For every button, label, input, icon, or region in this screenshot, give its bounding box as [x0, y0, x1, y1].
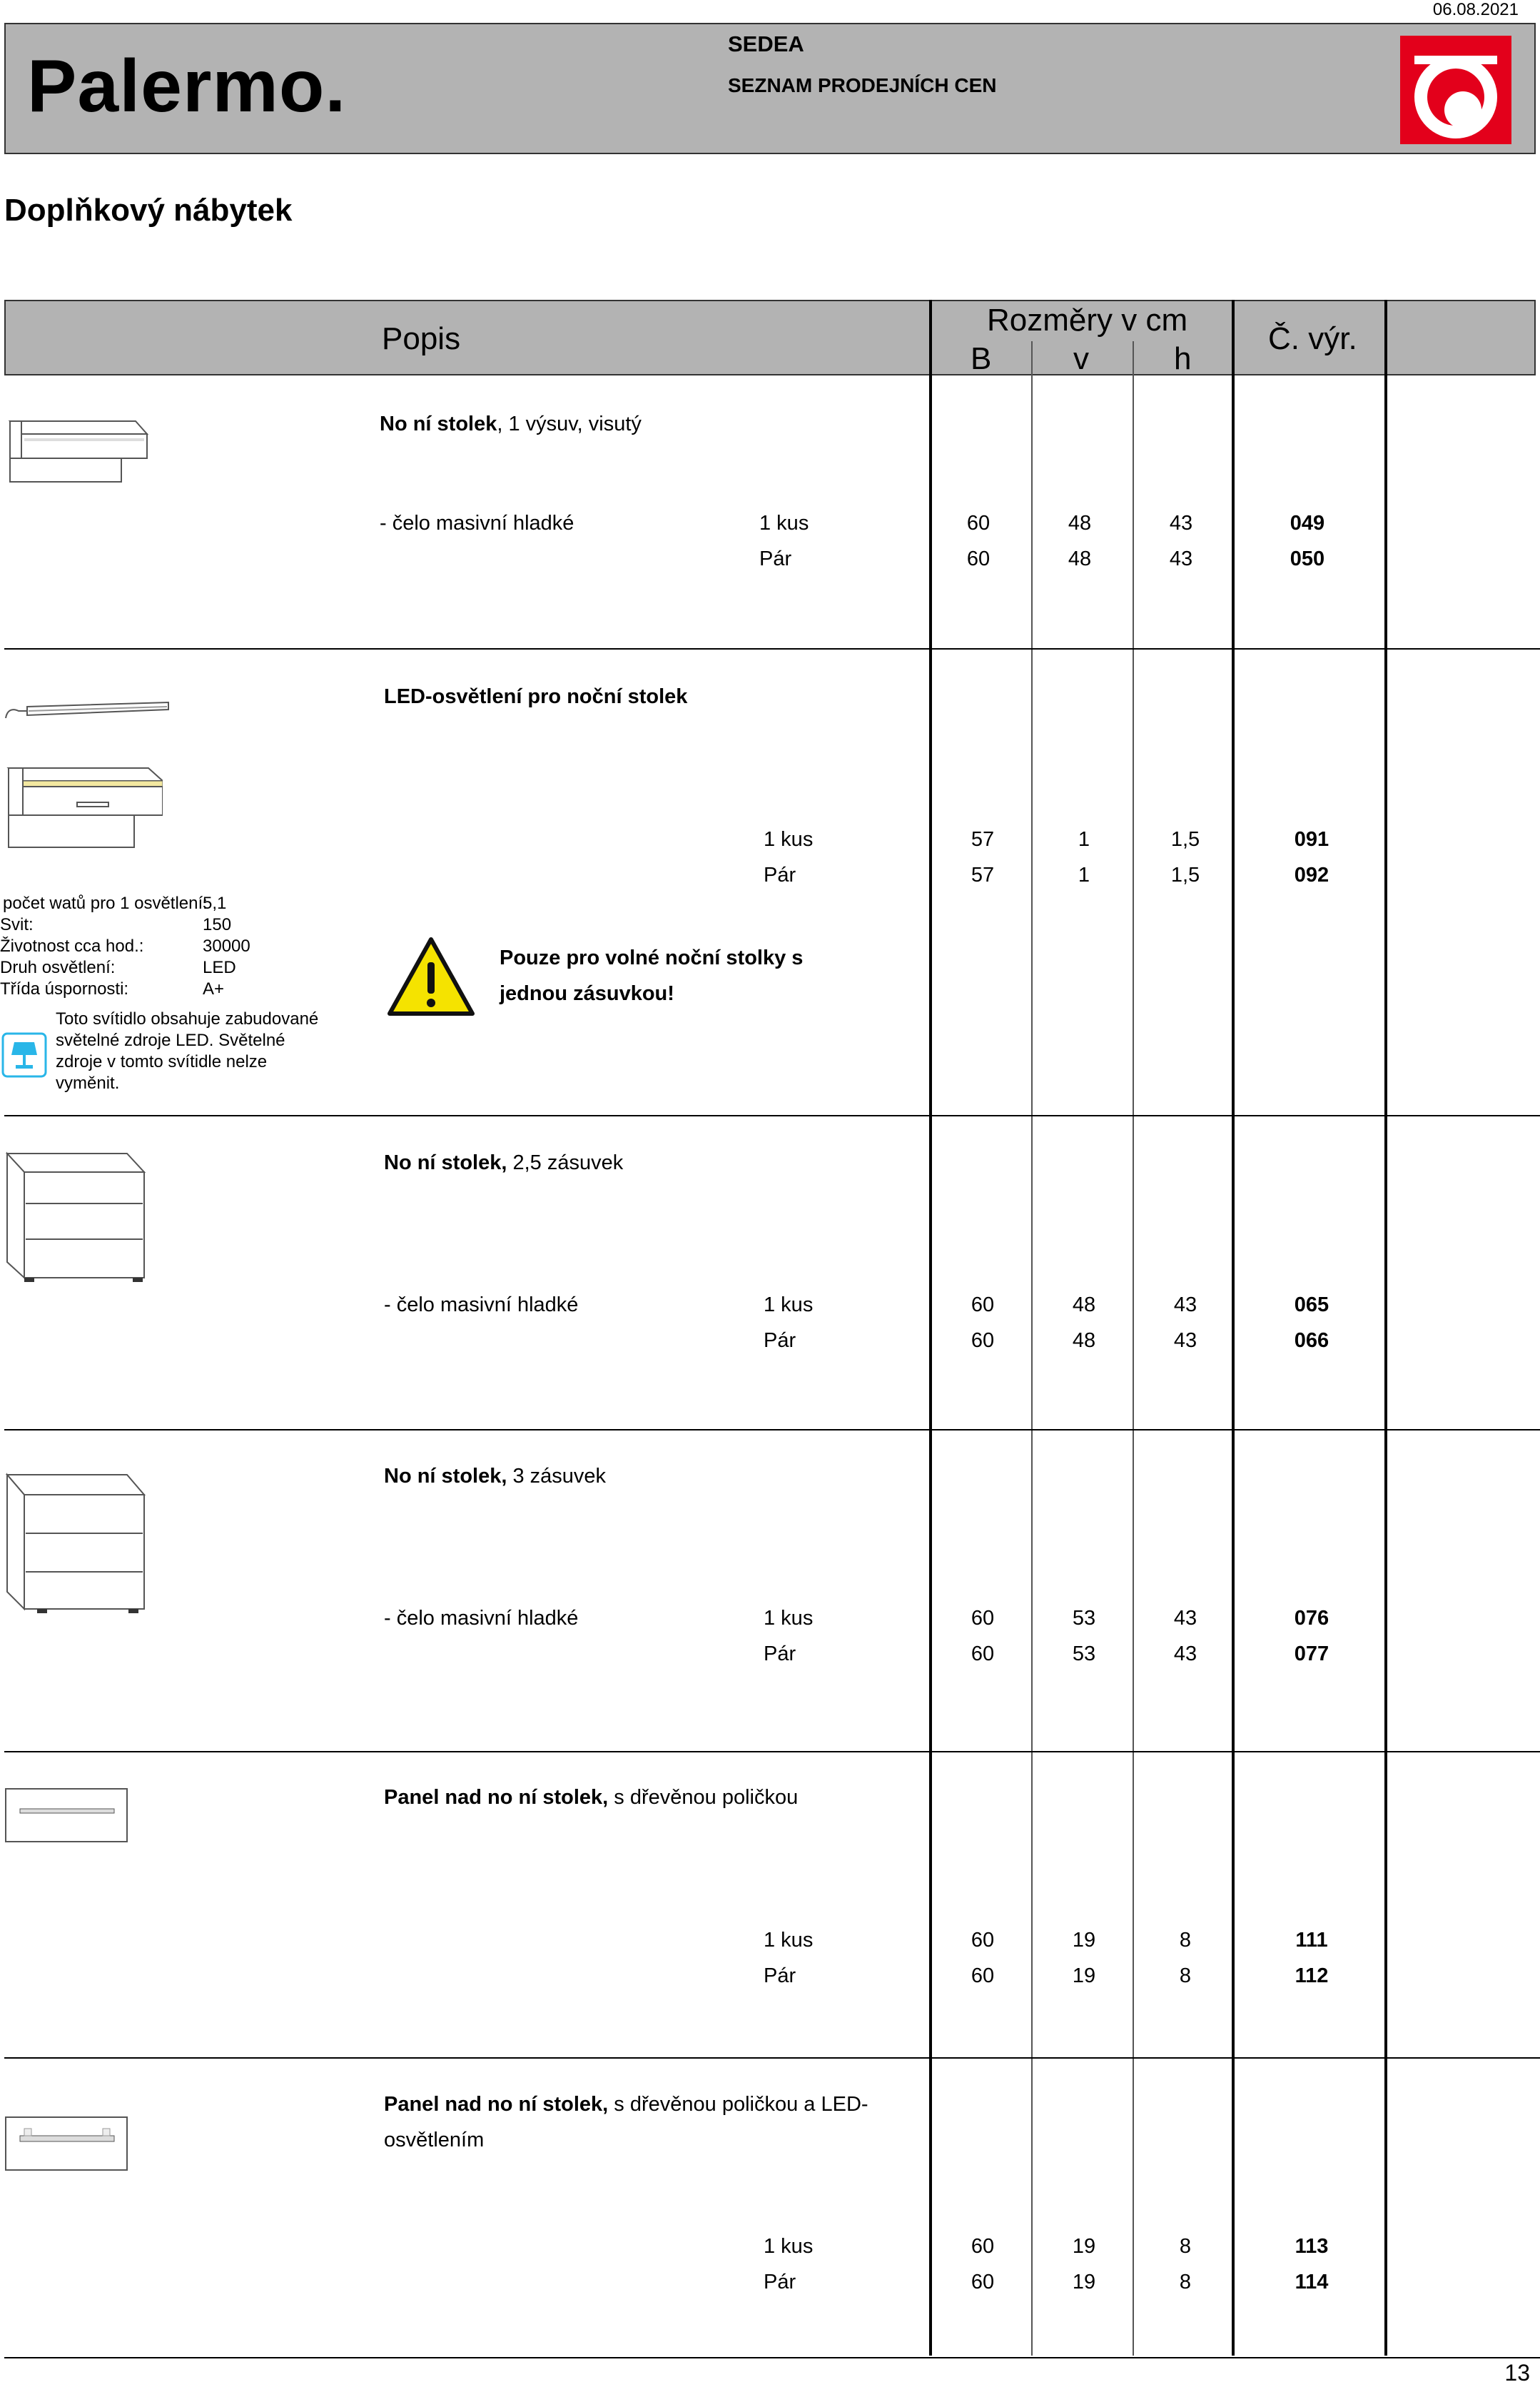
qty-label: 1 kus [764, 1293, 814, 1316]
lamp-note-line: vyměnit. [56, 1074, 120, 1093]
warning-icon [387, 937, 475, 1016]
qty-label: 1 kus [764, 1607, 814, 1630]
nightstand-hanging-icon [7, 414, 150, 485]
spec-value: 30000 [203, 937, 250, 956]
dim-width: 60 [971, 1929, 995, 1952]
column-divider [1232, 300, 1235, 2356]
row-divider [4, 2057, 1540, 2059]
item-title: Panel nad no ní stolek, s dřevěnou poličkou a LED- [384, 2093, 868, 2116]
dim-width: 60 [971, 1642, 995, 1665]
nightstand-three-drawers-icon [6, 1469, 148, 1626]
qty-label: Pár [764, 1964, 796, 1987]
dim-depth: 43 [1173, 1642, 1197, 1665]
spec-value: 150 [203, 915, 232, 934]
dim-width: 57 [971, 828, 995, 851]
spec-label: Druh osvětlení: [0, 958, 116, 977]
dim-height: 53 [1072, 1607, 1096, 1630]
lamp-icon [1, 1032, 47, 1078]
article-number: 077 [1294, 1642, 1329, 1665]
column-divider [1031, 341, 1033, 2356]
spec-value: LED [203, 958, 236, 977]
qty-label: 1 kus [759, 512, 809, 535]
column-header-dimensions: Rozměry v cm [987, 303, 1188, 338]
dim-depth: 1,5 [1170, 828, 1200, 851]
article-number: 112 [1295, 1964, 1329, 1987]
item-title: LED-osvětlení pro noční stolek [384, 685, 688, 708]
dim-width: 60 [971, 1293, 995, 1316]
dim-depth: 8 [1179, 1964, 1192, 1987]
qty-label: 1 kus [764, 1929, 814, 1952]
column-header-width: B [971, 341, 992, 376]
dim-width: 60 [971, 1964, 995, 1987]
item-variant: - čelo masivní hladké [384, 1293, 579, 1316]
dim-width: 60 [971, 1607, 995, 1630]
article-number: 113 [1295, 2235, 1329, 2258]
article-number: 065 [1294, 1293, 1329, 1316]
qty-label: 1 kus [764, 2235, 814, 2258]
article-number: 111 [1295, 1929, 1328, 1952]
dim-height: 48 [1072, 1329, 1096, 1352]
dim-height: 48 [1068, 547, 1092, 570]
article-number: 049 [1290, 512, 1325, 535]
dim-height: 1 [1078, 864, 1090, 887]
item-variant: - čelo masivní hladké [380, 512, 574, 535]
article-number: 114 [1295, 2271, 1329, 2293]
article-number: 076 [1294, 1607, 1329, 1630]
row-divider [4, 648, 1540, 650]
spec-label: počet watů pro 1 osvětlení: [3, 894, 208, 913]
item-title: No ní stolek, 1 výsuv, visutý [380, 413, 642, 435]
row-divider [4, 2357, 1540, 2358]
dim-height: 53 [1072, 1642, 1096, 1665]
dim-width: 60 [966, 547, 991, 570]
dim-width: 60 [971, 2235, 995, 2258]
warning-text-line: jednou zásuvkou! [500, 982, 674, 1005]
column-header-article-no: Č. výr. [1268, 321, 1357, 356]
dim-height: 19 [1072, 2271, 1096, 2293]
dim-width: 57 [971, 864, 995, 887]
dim-height: 1 [1078, 828, 1090, 851]
column-divider [929, 300, 932, 2356]
supplier-name: SEDEA [728, 31, 804, 56]
spec-label: Třída úspornosti: [0, 979, 129, 999]
dim-width: 60 [971, 2271, 995, 2293]
qty-label: 1 kus [764, 828, 814, 851]
led-strip-icon [3, 694, 174, 722]
wall-panel-led-icon [4, 2116, 130, 2173]
qty-label: Pár [759, 547, 792, 570]
spec-value: 5,1 [203, 894, 227, 913]
row-divider [4, 1429, 1540, 1430]
qty-label: Pár [764, 2271, 796, 2293]
article-number: 091 [1294, 828, 1329, 851]
dim-depth: 8 [1179, 2235, 1192, 2258]
spec-label: Životnost cca hod.: [0, 937, 144, 956]
row-divider [4, 1751, 1540, 1752]
brand-title: Palermo. [27, 45, 347, 128]
column-divider [1384, 300, 1387, 2356]
lamp-note-line: zdroje v tomto svítidle nelze [56, 1052, 268, 1071]
qty-label: Pár [764, 1642, 796, 1665]
page-number: 13 [1504, 2360, 1530, 2386]
dim-depth: 43 [1173, 1329, 1197, 1352]
section-title: Doplňkový nábytek [4, 193, 293, 228]
lamp-note-line: Toto svítidlo obsahuje zabudované [56, 1009, 319, 1029]
row-divider [4, 1115, 1540, 1116]
qty-label: Pár [764, 864, 796, 887]
print-date: 06.08.2021 [1432, 0, 1519, 19]
item-title: No ní stolek, 2,5 zásuvek [384, 1151, 624, 1174]
article-number: 066 [1294, 1329, 1329, 1352]
nightstand-led-icon [6, 765, 163, 851]
item-title: No ní stolek, 3 zásuvek [384, 1465, 607, 1488]
column-header-description: Popis [382, 321, 461, 356]
dim-depth: 8 [1179, 1929, 1192, 1952]
dim-width: 60 [966, 512, 991, 535]
column-header-height: v [1073, 341, 1089, 376]
item-title-continuation: osvětlením [384, 2129, 485, 2151]
item-title: Panel nad no ní stolek, s dřevěnou poličkou [384, 1786, 799, 1809]
dim-width: 60 [971, 1329, 995, 1352]
column-header-depth: h [1174, 341, 1192, 376]
dim-height: 19 [1072, 1929, 1096, 1952]
dim-depth: 8 [1179, 2271, 1192, 2293]
item-variant: - čelo masivní hladké [384, 1607, 579, 1630]
spec-value: A+ [203, 979, 225, 999]
article-number: 050 [1290, 547, 1325, 570]
column-divider [1133, 341, 1134, 2356]
wall-panel-shelf-icon [4, 1787, 130, 1845]
article-number: 092 [1294, 864, 1329, 887]
dim-depth: 43 [1173, 1607, 1197, 1630]
qty-label: Pár [764, 1329, 796, 1352]
dim-depth: 43 [1173, 1293, 1197, 1316]
lamp-note-line: světelné zdroje LED. Světelné [56, 1031, 285, 1050]
pricelist-title: SEZNAM PRODEJNÍCH CEN [728, 74, 997, 96]
dim-depth: 43 [1169, 512, 1193, 535]
spec-label: Svit: [0, 915, 34, 934]
dim-depth: 1,5 [1170, 864, 1200, 887]
warning-text-line: Pouze pro volné noční stolky s [500, 947, 804, 969]
dim-depth: 43 [1169, 547, 1193, 570]
dim-height: 19 [1072, 2235, 1096, 2258]
sedea-logo-icon [1400, 36, 1511, 144]
dim-height: 19 [1072, 1964, 1096, 1987]
dim-height: 48 [1072, 1293, 1096, 1316]
nightstand-drawers-icon [6, 1151, 148, 1293]
dim-height: 48 [1068, 512, 1092, 535]
